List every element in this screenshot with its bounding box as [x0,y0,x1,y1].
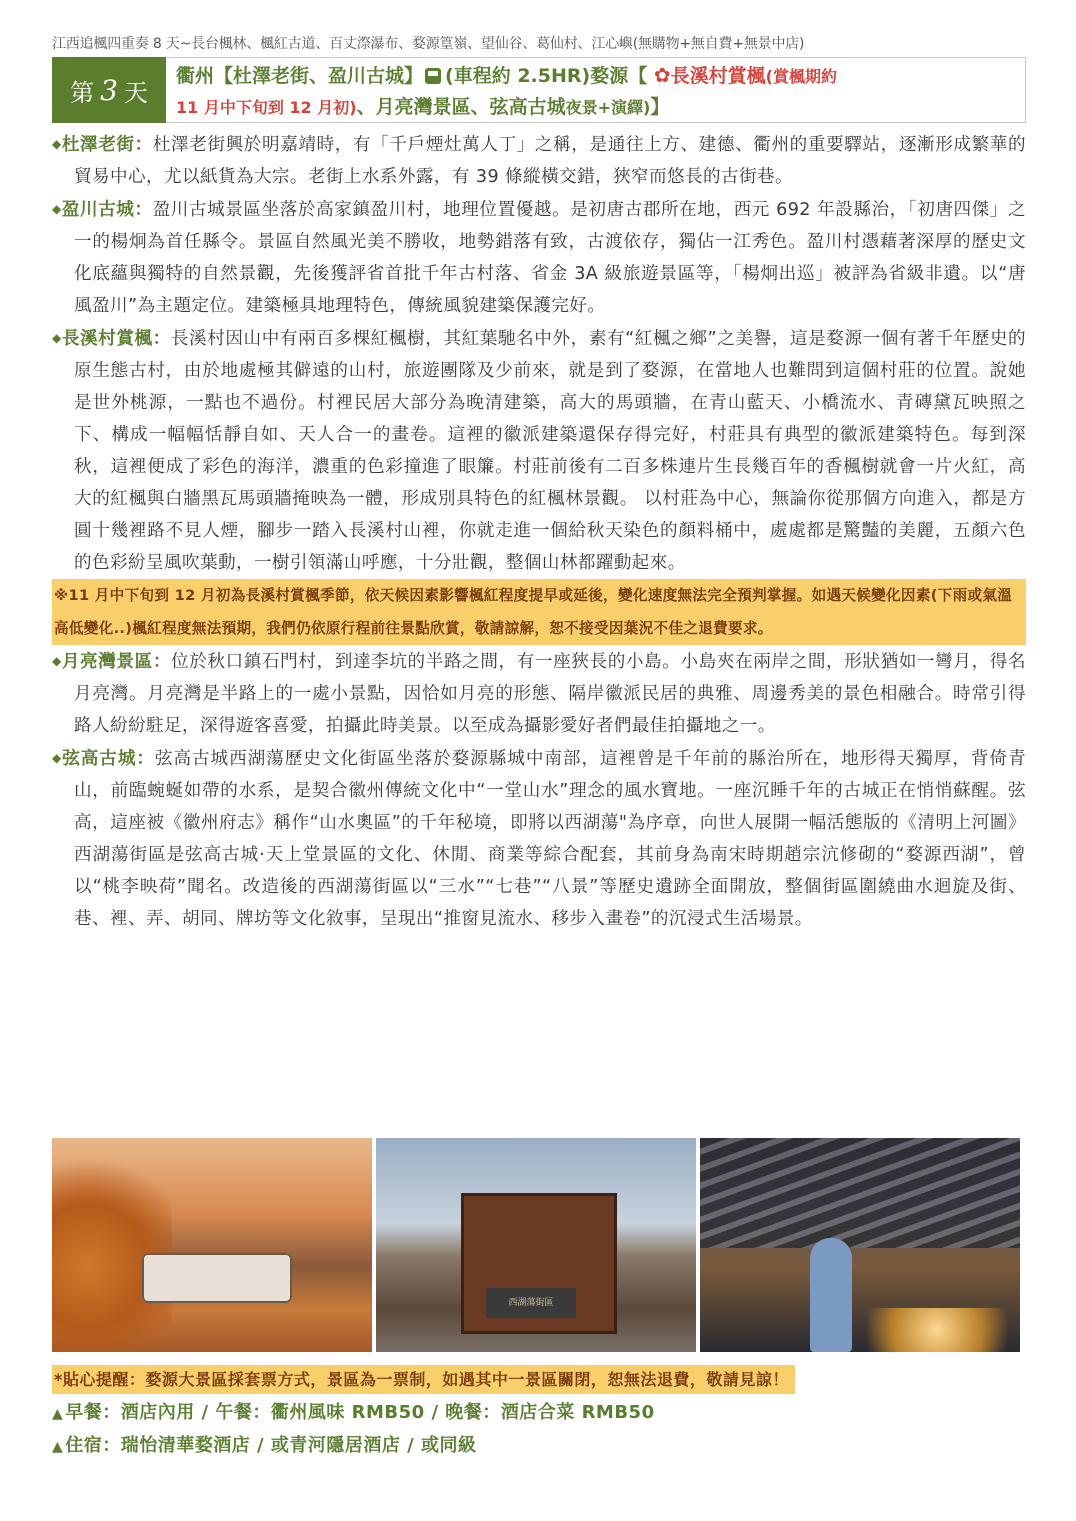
maple-season-notice: ※11 月中下旬到 12 月初為長溪村賞楓季節，依天候因素影響楓紅程度提早或延後，變化速度無法完全預判掌握。如遇天候變化因素(下雨或氣溫高低變化..)楓紅程度無法預期，我們仍依原行程前往景點欣賞，敬請諒解，恕不接受因葉況不佳之退費要求。 [52,579,1026,645]
section-title: 月亮灣景區： [61,652,172,672]
section-xiangao-town [52,742,1026,935]
section-body: 盈川古城景區坐落於高家鎮盈川村，地理位置優越。是初唐古郡所在地，西元 692 年設縣治，「初唐四傑」之一的楊炯為首任縣令。景區自然風光美不勝收，地勢錯落有致，古渡依存，獨佔一江秀色。盈川村憑藉著深厚的歷史文化底蘊與獨特的自然景觀，先後獲評省首批千年古村落、省金 3A 級旅遊景區等，「楊炯出巡」被評為省級非遺。以“唐風盈川”為主題定位。建築極具地理特色，傳統風貌建築保護完好。 [74,200,1026,316]
day-badge [52,57,166,123]
diamond-bullet-icon: ◆ [52,202,62,216]
day-number: 3 [100,73,118,107]
maple-leaf-icon: ✿ [653,63,671,87]
lantern-lights [850,1308,1020,1352]
drive-time: (車程約 2.5HR) [445,65,591,87]
photo-strip [52,1138,1020,1352]
day-suffix: 天 [123,78,148,107]
itinerary-content [52,128,1026,935]
section-title: 杜澤老街： [61,135,153,155]
highlight-note: (賞楓期約 [765,67,837,86]
photo-maple-village [52,1138,372,1352]
day-banner [52,57,1026,123]
route-part1: 衢州【杜澤老街、盈川古城】 [176,65,424,87]
bus-icon [425,68,441,84]
page-header: 江西追楓四重奏 8 天~長台楓林、楓紅古道、百丈漈瀑布、婺源篁嶺、望仙谷、葛仙村、江心嶼(無購物+無自費+無景中店) [52,36,805,52]
hotel-text: 住宿：瑞怡清華婺酒店 / 或青河隱居酒店 / 或同級 [65,1435,477,1456]
maple-tree [52,1138,172,1352]
ticket-tip: *貼心提醒：婺源大景區採套票方式，景區為一票制，如遇其中一景區關閉，恕無法退費，敬請見諒！ [52,1365,795,1394]
meals-line [52,1398,655,1424]
section-yingchuan-town [52,193,1026,322]
triangle-bullet-icon: ▲ [52,1439,64,1455]
section-body: 弦高古城西湖蕩歷史文化街區坐落於婺源縣城中南部，這裡曾是千年前的縣治所在，地形得天獨厚，背倚青山，前臨蜿蜒如帶的水系，是契合徽州傳統文化中“一堂山水”理念的風水寶地。一座沉睡千年的古城正在悄悄蘇醒。弦高，這座被《徽州府志》稱作“山水奧區”的千年秘境，即將以西湖蕩"為序章，向世人展開一幅活態版的《清明上河圖》西湖蕩街區是弦高古城·天上堂景區的文化、休閒、商業等綜合配套，其前身為南宋時期趙宗沆修砌的“婺源西湖”，曾以“桃李映荷”聞名。改造後的西湖蕩街區以“三水”“七巷”“八景”等歷史遺跡全面開放，整個街區圍繞曲水迴旋及街、巷、裡、弄、胡同、牌坊等文化敘事，呈現出“推窗見流水、移步入畫卷”的沉浸式生活場景。 [74,749,1026,929]
diamond-bullet-icon: ◆ [52,137,62,151]
hotel-line [52,1431,477,1457]
night-note: 夜景+演繹) [565,98,651,117]
meals-text: 早餐：酒店內用 / 午餐：衢州風味 RMB50 / 晚餐：酒店合菜 RMB50 [65,1402,655,1423]
day-title [166,57,1026,123]
photo-night-performance [700,1138,1020,1352]
section-title: 盈川古城： [61,200,153,220]
section-changxi-village [52,322,1026,579]
section-body: 杜澤老街興於明嘉靖時，有「千戶煙灶萬人丁」之稱，是通往上方、建德、衢州的重要驛站，逐漸形成繁華的貿易中心，尤以紙貨為大宗。老街上水系外露，有 39 條縱橫交錯，狹窄而悠長的古街巷。 [74,135,1026,187]
day-prefix: 第 [70,78,95,107]
route-part2: 婺源【 [590,65,648,87]
performer-figure [810,1238,852,1352]
section-body: 長溪村因山中有兩百多棵紅楓樹，其紅葉馳名中外，素有“紅楓之鄉”之美譽，這是婺源一個有著千年歷史的原生態古村，由於地處極其僻遠的山村，旅遊團隊及少前來，就是到了婺源，在當地人也難問到這個村莊的位置。說她是世外桃源，一點也不過份。村裡民居大部分為晚清建築，高大的馬頭牆，在青山藍天、小橋流水、青磚黛瓦映照之下、構成一幅幅恬靜自如、天人合一的畫卷。這裡的徽派建築還保存得完好，村莊具有典型的徽派建築特色。每到深秋，這裡便成了彩色的海洋，濃重的色彩撞進了眼簾。村莊前後有二百多株連片生長幾百年的香楓樹就會一片火紅，高大的紅楓與白牆黑瓦馬頭牆掩映為一體，形成別具特色的紅楓林景觀。 以村莊為中心，無論你從那個方向進入，都是方圓十幾裡路不見人煙，腳步一踏入長溪村山裡，你就走進一個給秋天染色的顏料桶中，處處都是驚豔的美麗，五顏六色的色彩紛呈風吹葉動，一樹引領滿山呼應，十分壯觀，整個山林都躍動起來。 [74,329,1026,573]
triangle-bullet-icon: ▲ [52,1406,64,1422]
highlight-spot: 長溪村賞楓 [670,65,766,87]
route-part3: 、月亮灣景區、弦高古城 [356,96,566,118]
section-body: 位於秋口鎮石門村，到達李坑的半路之間，有一座狹長的小島。小島夾在兩岸之間，形狀猶如一彎月，得名月亮灣。月亮灣是半路上的一處小景點，因恰如月亮的形態、隔岸徽派民居的典雅、周邊秀美的景色相融合。時常引得路人紛紛駐足，深得遊客喜愛，拍攝此時美景。以至成為攝影愛好者們最佳拍攝地之一。 [74,652,1026,736]
season-note: 11 月中下旬到 12 月初) [176,98,357,117]
diamond-bullet-icon: ◆ [52,751,63,765]
diamond-bullet-icon: ◆ [52,654,62,668]
section-title: 弦高古城： [62,749,155,769]
rooftops [700,1138,1020,1248]
gate-sign: 西湖蕩街區 [486,1288,576,1318]
village-houses [142,1253,292,1303]
photo-ancient-gate [376,1138,696,1352]
section-title: 長溪村賞楓： [61,329,171,349]
diamond-bullet-icon: ◆ [52,331,62,345]
section-duze-street [52,128,1026,193]
route-end: 】 [650,96,670,118]
section-moon-bay [52,645,1026,742]
